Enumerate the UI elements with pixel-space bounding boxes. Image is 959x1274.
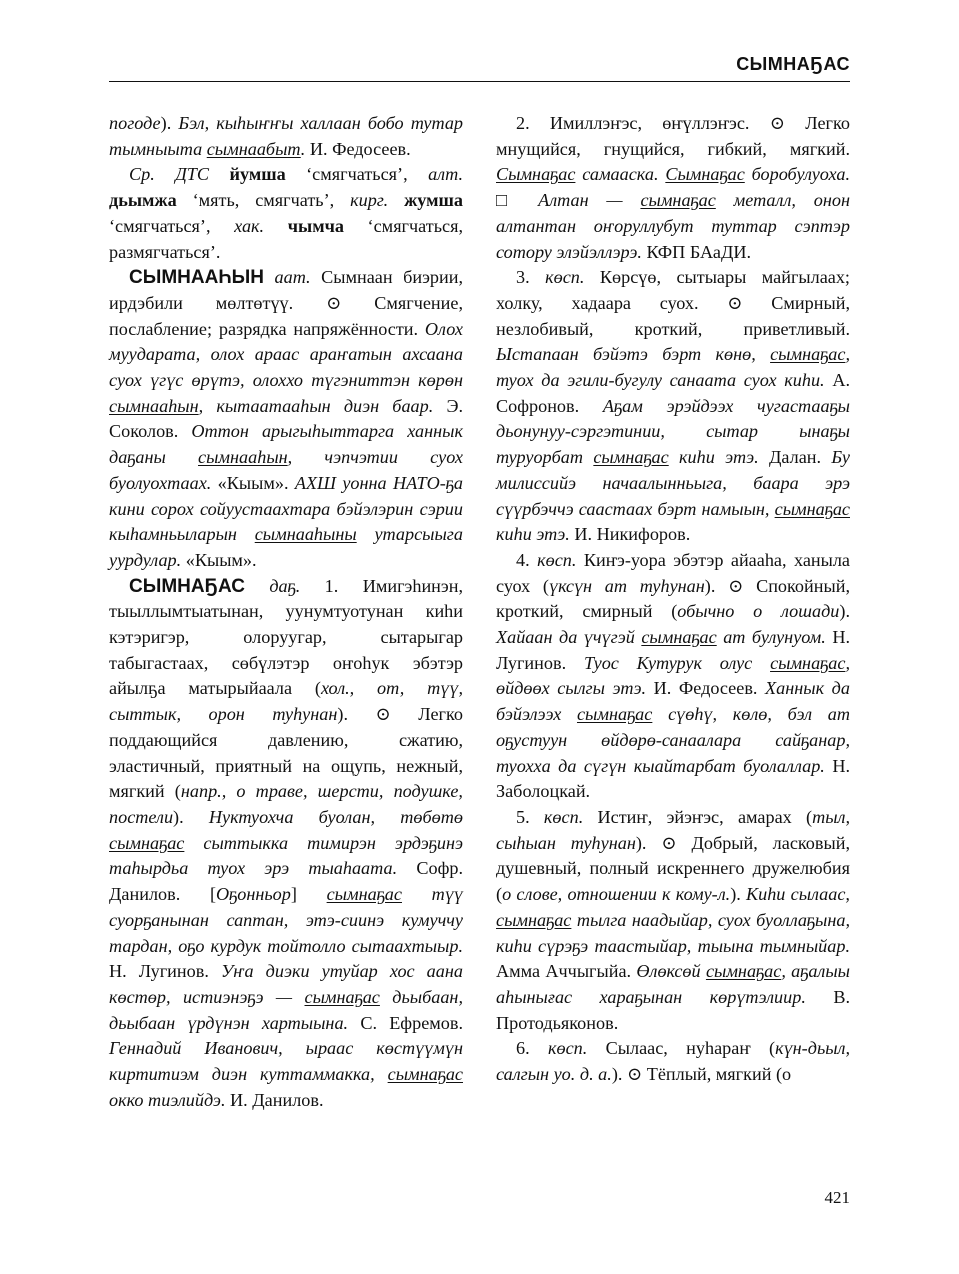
- text-run: ). ⊙ Спокойный, кроткий, смирный (: [496, 575, 850, 622]
- highlighted-headword-usage: сымнаҕас: [770, 652, 846, 673]
- highlighted-headword-usage: сымнаҕас: [770, 344, 846, 365]
- header-rule: [109, 81, 850, 82]
- text-run: И. Никифоров.: [574, 524, 691, 545]
- text-run: напр., о траве, шерсти, подушке, постели: [109, 781, 463, 827]
- highlighted-headword-usage: сымнааһын: [198, 447, 288, 468]
- text-run: [245, 576, 269, 596]
- text-run: Киһи сылаас,: [746, 884, 850, 905]
- text-run: даҕ.: [269, 575, 301, 596]
- text-run: дьымжа: [109, 190, 177, 211]
- text-run: Э. Соколов.: [109, 395, 463, 442]
- headword: СЫМНАҔАС: [129, 575, 245, 597]
- text-run: Киҥэ-уора эбэтэр айааһа, ханыла суох (: [496, 549, 851, 596]
- text-run: , кытаатааһын диэн баар.: [198, 395, 447, 416]
- highlighted-headword-usage: сымнаҕас: [304, 986, 380, 1007]
- text-run: металл, онон алтантан оҥоруллубут туттар сэптэр сотору элэйэллэрэ.: [496, 190, 850, 262]
- text-run: жумша: [404, 190, 463, 211]
- highlighted-headword-usage: сымнаабыт: [206, 138, 301, 159]
- text-run: Н. Лугинов.: [109, 961, 221, 982]
- text-run: .: [300, 138, 310, 159]
- entry-symnagas-sense-5: [496, 805, 850, 1036]
- text-run: Сылаас, нуһараҥ (: [587, 1038, 776, 1059]
- text-run: Бэл, кыһыҥҥы халлаан бобо тутар тымныыта: [109, 113, 464, 159]
- highlighted-headword-usage: сымнаҕас: [387, 1064, 463, 1085]
- text-run: Ыстапаан бэйэтэ бэрт көнө,: [496, 344, 771, 365]
- text-run: тылга наадыйар, суох буоллаҕына, киһи сүрэҕэ таастыйар, тыына тымныйар.: [496, 909, 850, 956]
- text-run: Уҥа диэки утуйар хос аана көстөр, истиэнэҕэ —: [109, 961, 463, 1007]
- text-run: Истиҥ, эйэҥэс, амарах (: [583, 806, 813, 827]
- text-run: 1. Имигэһинэн, тыыллымтыатынан, уунумтуотунан киһи кэтэригэр, олоруугар, сытарыгар табыгастаах, сөбүлэтэр оҥоһук эбэтэр айылҕа матырыйаала (: [109, 575, 463, 699]
- text-run: Нуктуохча буолан, төбөтө: [208, 806, 463, 827]
- text-run: окко тиэлийдэ.: [109, 1089, 231, 1110]
- highlighted-headword-usage: сымнаҕас: [641, 627, 717, 648]
- text-run: Ханнык да бэйэлээх: [496, 678, 850, 725]
- text-run: «Кыым».: [185, 549, 257, 570]
- highlighted-headword-usage: Сымнаҕас: [665, 164, 745, 185]
- text-run: Н. Лугинов.: [496, 627, 850, 673]
- text-run: Алтан —: [538, 190, 641, 211]
- text-run: ).: [839, 601, 850, 622]
- text-run: , өйдөөх сылгы этэ.: [496, 652, 850, 699]
- text-run: И. Федосеев.: [309, 138, 411, 159]
- text-run: Софр. Данилов. [: [109, 858, 463, 905]
- text-run: , чэпчэтии суох буолуохтаах.: [109, 447, 464, 493]
- text-run: ).: [173, 806, 209, 827]
- text-run: утарсыыга уурдулар.: [109, 524, 463, 570]
- text-run: дьыбаан, дьыбаан үрдүнэн хартыына.: [109, 986, 463, 1033]
- highlighted-headword-usage: сымнаҕас: [593, 447, 669, 468]
- text-run: көсп.: [545, 267, 585, 288]
- headword: СЫМНААҺЫН: [129, 267, 264, 289]
- highlighted-headword-usage: сымнаҕас: [640, 190, 716, 211]
- text-run: киһи этэ.: [668, 447, 769, 468]
- text-run: В. Протодьяконов.: [496, 986, 850, 1033]
- text-run: киһи этэ.: [496, 524, 575, 545]
- running-head: СЫМНАҔАС: [736, 54, 850, 74]
- entry-symnagas-sense-4: [496, 548, 850, 805]
- highlighted-headword-usage: сымнаҕас: [496, 909, 572, 930]
- etymology-note: [109, 162, 463, 265]
- text-run: □: [496, 190, 539, 211]
- text-run: ]: [290, 884, 327, 905]
- text-run: Н. Заболоцкай.: [496, 755, 850, 802]
- text-run: Ср. ДТС: [129, 164, 230, 185]
- text-run: алт.: [428, 164, 464, 185]
- text-run: Амма Аччыгыйа.: [496, 961, 637, 982]
- text-run: хак.: [234, 215, 265, 236]
- text-run: 6.: [516, 1038, 548, 1059]
- text-run: ‘смягчаться, размягчаться’.: [109, 215, 463, 262]
- text-run: күн-дьыл, салгын уо. д. а.: [496, 1038, 851, 1085]
- text-run: Бу милиссийэ начаалынньыга, баара эрэ сүүрбэччэ саастаах бэрт намыын,: [496, 447, 850, 519]
- highlighted-headword-usage: сымнааһын: [109, 395, 199, 416]
- text-run: И. Федосеев.: [653, 678, 766, 699]
- text-run: [264, 216, 288, 236]
- entry-symnagas-sense-1: [109, 574, 463, 1114]
- text-run: ). ⊙ Легко поддающийся давлению, сжатию, эластичный, приятный на ощупь, нежный, мягкий (: [109, 704, 463, 802]
- page-number: 421: [824, 1188, 850, 1207]
- highlighted-headword-usage: сымнаҕас: [576, 704, 653, 725]
- left-column: [109, 111, 463, 1113]
- entry-continuation-text: [109, 111, 463, 162]
- text-run: [264, 267, 275, 287]
- text-run: йумша: [229, 164, 286, 185]
- entry-symnaahyn: [109, 265, 463, 573]
- text-run: Өлөксөй: [636, 961, 706, 982]
- text-run: көсп.: [537, 549, 577, 570]
- text-run: Далан.: [769, 447, 832, 468]
- text-run: кирг.: [350, 190, 389, 211]
- text-run: ). ⊙ Тёплый, мягкий (о: [611, 1064, 792, 1085]
- text-run: погоде: [109, 113, 161, 133]
- text-run: көсп.: [547, 1038, 588, 1059]
- entry-symnagas-sense-6: [496, 1036, 850, 1087]
- text-run: , туох да эгили-бугулу санаата суох киһи.: [496, 344, 850, 391]
- text-run: Көрсүө, сытыары майгылаах; холку, хадаара суох. ⊙ Смирный, незлобивый, кроткий, приветливый.: [496, 267, 850, 339]
- text-run: 4.: [516, 549, 538, 570]
- text-run: обычно о лошади: [677, 601, 840, 622]
- text-run: 3.: [516, 267, 546, 288]
- text-run: С. Ефремов.: [360, 1012, 463, 1033]
- right-column: [496, 111, 850, 1088]
- text-run: А. Софронов.: [496, 370, 850, 416]
- text-run: Сымнаан биэрии, ирдэбили мөлтөтүү. ⊙ Смягчение, послабление; разрядка напряжённости.: [109, 267, 464, 339]
- text-run: 2. Имиллэҥэс, өҥүллэҥэс. ⊙ Легко мнущийся, гнущийся, гибкий, мягкий.: [496, 113, 850, 159]
- highlighted-headword-usage: сымнааһыны: [254, 524, 357, 545]
- text-run: Геннадий Иванович, ыраас көстүүмүн киртитиэм диэн куттаммакка,: [109, 1038, 463, 1085]
- entry-symnagas-sense-2: [496, 111, 850, 265]
- text-run: [388, 190, 404, 210]
- highlighted-headword-usage: сымнаҕас: [705, 961, 782, 982]
- text-run: , аҕалыы аһынығас хараҕынан көрүтэлиир.: [496, 961, 850, 1007]
- text-run: Олох муударата, олох араас араҥатын ахсаана суох үгүс өрүтэ, олоххо түгэниттэн көрөн: [109, 318, 463, 391]
- text-run: үксүн ат туһунан: [548, 575, 705, 596]
- text-run: КФП БАаДИ.: [646, 241, 752, 262]
- highlighted-headword-usage: Сымнаҕас: [496, 164, 576, 185]
- text-run: Оттон арыгыһыттарга ханнык даҕаны: [109, 421, 463, 468]
- entry-symnagas-sense-3: [496, 265, 850, 548]
- text-run: Туос Кутурук олус: [583, 652, 771, 673]
- text-run: ‘смягчаться’,: [285, 164, 429, 185]
- text-run: ).: [160, 113, 179, 133]
- highlighted-headword-usage: сымнаҕас: [774, 498, 850, 519]
- text-run: 5.: [516, 806, 544, 827]
- text-run: хол., от, түү, сыттык, орон туһунан: [109, 678, 463, 725]
- text-run: И. Данилов.: [230, 1089, 324, 1110]
- text-run: ‘мять, смягчать’,: [176, 190, 351, 211]
- text-run: тыл, сыһыан туһунан: [496, 806, 851, 853]
- text-run: Хайаан да үчүгэй: [496, 627, 642, 648]
- text-run: АХШ уонна НАТО-ҕа кини сорох сойуустаахтара бэйэлэрин сэрии кыһамньыларын: [109, 472, 463, 545]
- text-run: ат булунуом.: [716, 627, 833, 648]
- text-run: боробулуоха.: [744, 164, 850, 185]
- text-run: Оҕонньор: [216, 884, 291, 905]
- text-run: Аҕам эрэйдээх чугастааҕы дьонунуу-сэргэтинии, сытар ынаҕы туруорбат: [496, 395, 850, 468]
- text-run: «Кыым».: [217, 472, 295, 493]
- text-run: түү суорҕанынан саптан, этэ-сиинэ кумуччу тардан, оҕо курдук тойтолло сытаахтыыр.: [109, 884, 464, 956]
- text-run: ‘смягчаться’,: [109, 215, 235, 236]
- text-run: сыттыкка тимирэн эрдэҕинэ таһырдьа туох эрэ тыаһаата.: [109, 832, 463, 879]
- highlighted-headword-usage: сымнаҕас: [109, 832, 185, 853]
- text-run: көсп.: [543, 806, 584, 827]
- text-run: ). ⊙ Добрый, ласковый, душевный, полный искреннего дружелюбия (: [496, 832, 850, 905]
- text-run: ).: [730, 884, 747, 905]
- text-run: аат.: [274, 267, 311, 288]
- text-run: о слове, отношении к кому-л.: [502, 884, 731, 905]
- highlighted-headword-usage: сымнаҕас: [326, 884, 402, 905]
- text-run: сүөһү, көлө, бэл ат оҕустуун өйдөрө-санаалара сайҕанар, туоххa да сүгүн кыайтарбат буолаллар.: [496, 704, 850, 776]
- text-run: самааска.: [575, 164, 666, 185]
- text-run: чымча: [287, 215, 344, 236]
